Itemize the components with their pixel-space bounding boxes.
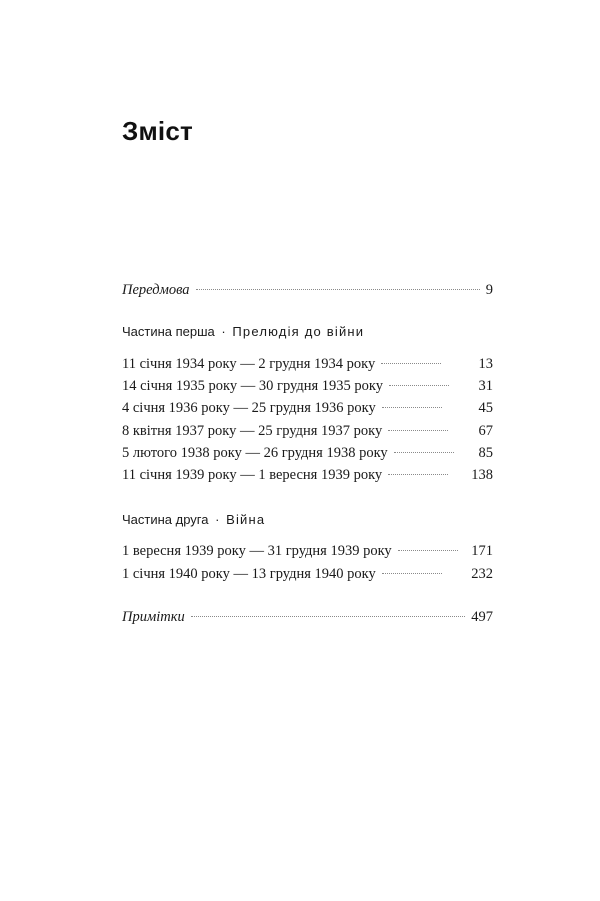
dot-leader	[388, 474, 448, 475]
part-heading-2	[122, 510, 265, 530]
toc-entry-label: 4 січня 1936 року — 25 грудня 1936 року	[122, 400, 376, 416]
toc-entry-label: Передмова	[122, 282, 190, 298]
toc-entry[interactable]	[122, 541, 493, 561]
dot-leader	[191, 616, 465, 617]
toc-entry[interactable]	[122, 421, 493, 441]
toc-page-number: 13	[478, 356, 493, 372]
dot-leader	[382, 407, 442, 408]
toc-entry[interactable]	[122, 564, 493, 584]
toc-page-number: 45	[478, 400, 493, 416]
toc-entry-label: 11 січня 1939 року — 1 вересня 1939 року	[122, 467, 383, 483]
toc-entry-label: 8 квітня 1937 року — 25 грудня 1937 року	[122, 423, 383, 439]
part-title: Прелюдія до війни	[232, 324, 365, 339]
toc-entry-preface[interactable]	[122, 280, 493, 300]
toc-page-number: 67	[478, 423, 493, 439]
toc-entry-label: 5 лютого 1938 року — 26 грудня 1938 року	[122, 445, 388, 461]
toc-entry[interactable]	[122, 354, 493, 374]
dot-leader	[382, 573, 442, 574]
toc-entry[interactable]	[122, 376, 493, 396]
toc-entry-label: 1 вересня 1939 року — 31 грудня 1939 року	[122, 543, 392, 559]
toc-entry-label: 1 січня 1940 року — 13 грудня 1940 року	[122, 566, 376, 582]
toc-page-number: 497	[471, 609, 493, 625]
part-title: Війна	[226, 512, 266, 527]
dot-leader	[381, 363, 441, 364]
toc-page-number: 232	[471, 566, 493, 582]
toc-page-number: 9	[485, 282, 493, 298]
dot-leader	[196, 289, 480, 290]
part-separator: ·	[215, 512, 220, 527]
page-title: Зміст	[122, 116, 193, 146]
dot-leader	[394, 452, 454, 453]
toc-page-number: 171	[471, 543, 493, 559]
toc-entry[interactable]	[122, 443, 493, 463]
toc-entry[interactable]	[122, 465, 493, 485]
part-separator: ·	[221, 324, 226, 339]
toc-entry-notes[interactable]	[122, 607, 493, 627]
toc-page-number: 31	[478, 378, 493, 394]
dot-leader	[398, 550, 458, 551]
toc-entry[interactable]	[122, 398, 493, 418]
part-heading-1	[122, 322, 364, 342]
toc-entry-label: 14 січня 1935 року — 30 грудня 1935 року	[122, 378, 384, 394]
part-prefix: Частина друга	[122, 512, 209, 527]
toc-page-number: 85	[478, 445, 493, 461]
toc-page-number: 138	[471, 467, 493, 483]
toc-entry-label: Примітки	[122, 609, 185, 625]
toc-entry-label: 11 січня 1934 року — 2 грудня 1934 року	[122, 356, 376, 372]
part-prefix: Частина перша	[122, 324, 215, 339]
dot-leader	[389, 385, 449, 386]
dot-leader	[388, 430, 448, 431]
